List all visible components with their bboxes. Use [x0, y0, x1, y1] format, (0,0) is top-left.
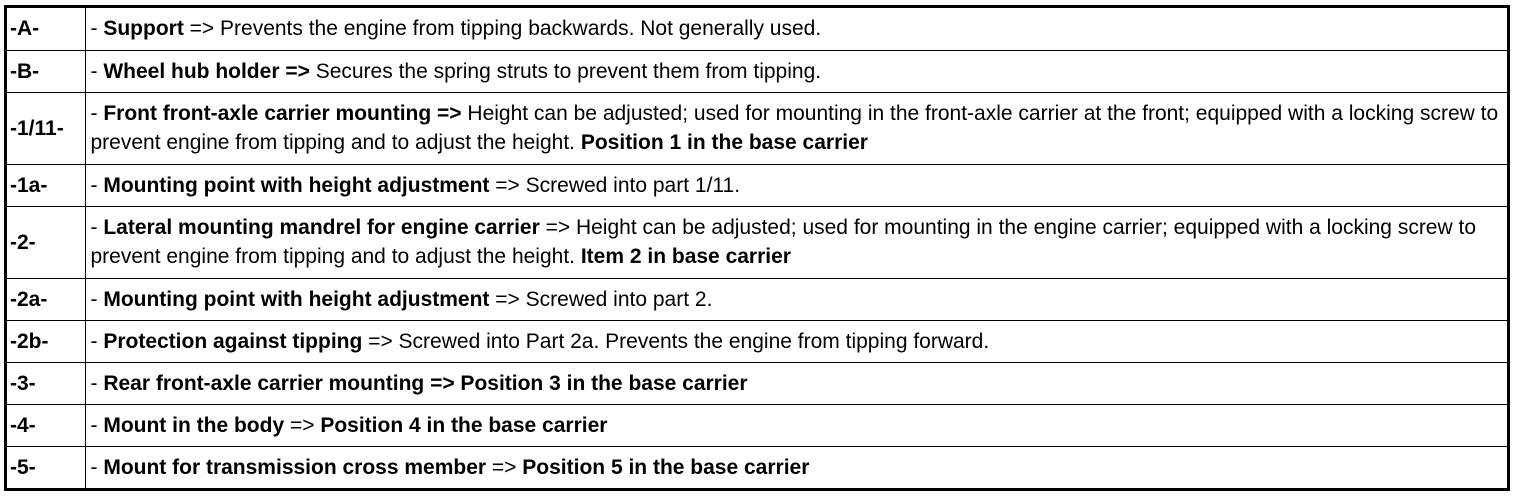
item-description: - Rear front-axle carrier mounting => Position 3 in the base carrier	[85, 362, 1507, 404]
item-description: - Mounting point with height adjustment => Screwed into part 2.	[85, 278, 1507, 320]
item-key: -B-	[7, 50, 85, 92]
item-key: -1/11-	[7, 92, 85, 164]
item-key: -A-	[7, 8, 85, 50]
table-row	[7, 50, 1507, 92]
legend-table	[7, 8, 1507, 488]
table-row	[7, 164, 1507, 206]
item-description: - Support => Prevents the engine from tipping backwards. Not generally used.	[85, 8, 1507, 50]
item-description: - Mounting point with height adjustment => Screwed into part 1/11.	[85, 164, 1507, 206]
table-row	[7, 278, 1507, 320]
table-row	[7, 446, 1507, 488]
item-key: -1a-	[7, 164, 85, 206]
item-key: -3-	[7, 362, 85, 404]
table-row	[7, 362, 1507, 404]
table-row	[7, 404, 1507, 446]
item-description: - Mount in the body => Position 4 in the base carrier	[85, 404, 1507, 446]
item-key: -5-	[7, 446, 85, 488]
item-description: - Wheel hub holder => Secures the spring struts to prevent them from tipping.	[85, 50, 1507, 92]
item-description: - Protection against tipping => Screwed into Part 2a. Prevents the engine from tipping forward.	[85, 320, 1507, 362]
item-key: -4-	[7, 404, 85, 446]
item-description: - Lateral mounting mandrel for engine carrier => Height can be adjusted; used for mounting in the engine carrier; equipped with a locking screw to prevent engine from tipping and to adjust the height. Item 2 in base carrier	[85, 206, 1507, 278]
item-description: - Mount for transmission cross member => Position 5 in the base carrier	[85, 446, 1507, 488]
table-row	[7, 92, 1507, 164]
item-description: - Front front-axle carrier mounting => Height can be adjusted; used for mounting in the front-axle carrier at the front; equipped with a locking screw to prevent engine from tipping and to adjust the height. Position 1 in the base carrier	[85, 92, 1507, 164]
item-key: -2a-	[7, 278, 85, 320]
table-row	[7, 206, 1507, 278]
item-key: -2b-	[7, 320, 85, 362]
table-row	[7, 320, 1507, 362]
legend-frame	[4, 5, 1510, 491]
item-key: -2-	[7, 206, 85, 278]
table-row	[7, 8, 1507, 50]
